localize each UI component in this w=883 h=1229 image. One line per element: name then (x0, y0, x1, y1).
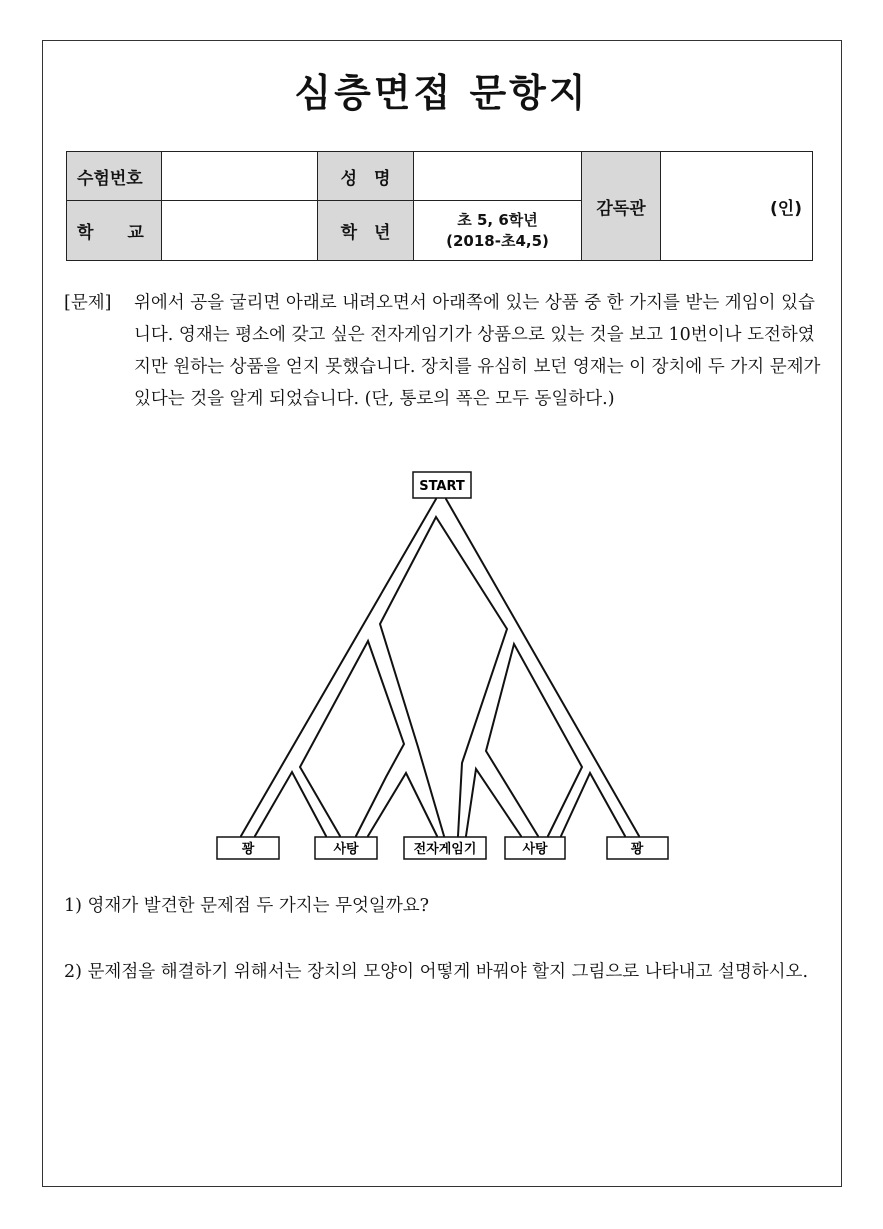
track-channels (241, 499, 639, 836)
channel-wall (561, 773, 625, 836)
prize-label: 꽝 (241, 842, 255, 857)
prize-label: 사탕 (333, 842, 359, 857)
start-label: START (419, 479, 465, 494)
page-title: 심층면접 문항지 (294, 71, 589, 115)
channel-wall (241, 499, 436, 836)
channel-wall (300, 641, 404, 836)
exam-number-label: 수험번호 (67, 152, 162, 201)
grade-value-line1: 초 5, 6학년 (457, 210, 538, 229)
problem-text: 위에서 공을 굴리면 아래로 내려오면서 아래쪽에 있는 상품 중 한 가지를 받는 게임이 있습니다. 영재는 평소에 갖고 싶은 전자게임기가 상품으로 있는 것을 보고 10번이나 도전하였지만 원하는 상품을 얻지 못했습니다. 장치를 유심히 보던 영재는 이 장치에 두 가지 문제가 있다는 것을 알게 되었습니다. (단, 통로의 폭은 모두 동일하다.) (134, 293, 821, 409)
prize-label: 사탕 (522, 842, 548, 857)
proctor-label: 감독관 (582, 152, 661, 261)
prize-label: 꽝 (630, 842, 644, 857)
grade-value-line2: (2018-초4,5) (446, 231, 549, 250)
channel-wall (446, 499, 639, 836)
channel-wall (368, 773, 437, 836)
problem-tag: [문제] (64, 293, 112, 313)
grade-label: 학 년 (318, 201, 414, 261)
question-1: 1) 영재가 발견한 문제점 두 가지는 무엇일까요? (64, 896, 430, 916)
school-label: 학 교 (67, 201, 162, 261)
channel-wall (486, 644, 582, 836)
question-2: 2) 문제점을 해결하기 위해서는 장치의 모양이 어떻게 바꿔야 할지 그림으로 나타내고 설명하시오. (64, 962, 809, 982)
channel-wall (255, 772, 326, 836)
name-label: 성 명 (318, 152, 414, 201)
proctor-seal[interactable]: (인) (661, 152, 813, 261)
prize-label: 전자게임기 (413, 842, 477, 857)
channel-wall (466, 769, 521, 836)
